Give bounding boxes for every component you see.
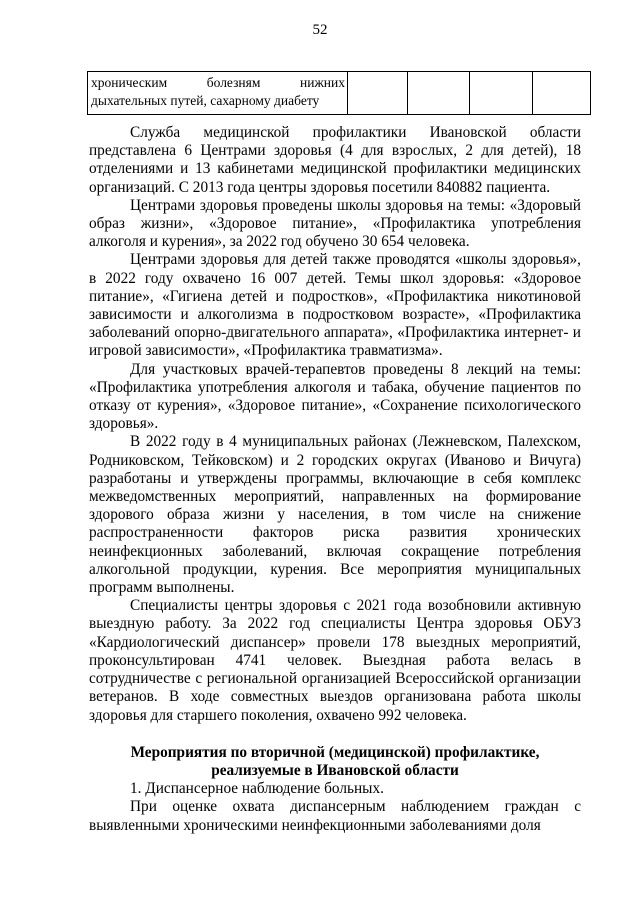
paragraph-municipal-programs: В 2022 году в 4 муниципальных районах (Лежневском, Палехском, Родниковском, Тейковском) и 2 городских округах (Иваново и Вичуга) разработаны и утверждены программы, включающие в себя комплекс межведомственных мероприятий, направленных на формирование здорового образа жизни у населения, в том числе на снижение распространенности факторов риска развития хронических неинфекционных заболеваний, включая сокращение потребления алкогольной продукции, курения. Все мероприятия муниципальных программ выполнены. — [89, 433, 581, 597]
table-cell-line-2: дыхательных путей, сахарному диабету — [91, 93, 320, 108]
page-number: 52 — [312, 22, 328, 38]
table-cell-text — [88, 72, 348, 115]
table-fragment — [87, 71, 591, 115]
table-cell-empty — [470, 72, 533, 115]
paragraph-dispensary-heading: 1. Диспансерное наблюдение больных. — [130, 780, 384, 798]
paragraph-lectures: Для участковых врачей-терапевтов проведены 8 лекций на темы: «Профилактика употребления алкоголя и табака, обучение пациентов по отказу от курения», «Здоровое питание», «Сохранение психологического здоровья». — [89, 360, 581, 433]
paragraph-dispensary-coverage: При оценке охвата диспансерным наблюдением граждан с выявленными хроническими неинфекционными заболеваниями доля — [89, 798, 581, 834]
paragraph-field-work: Специалисты центры здоровья с 2021 года возобновили активную выездную работу. За 2022 год специалисты Центра здоровья ОБУЗ «Кардиологический диспансер» провели 178 выездных мероприятий, проконсультирован 4741 человек. Выездная работа велась в сотрудничестве с региональной организацией Всероссийской организации ветеранов. В ходе совместных выездов организована работа школы здоровья для старшего поколения, охвачено 992 человека. — [89, 597, 581, 724]
table-cell-empty — [348, 72, 408, 115]
paragraph-health-schools: Центрами здоровья проведены школы здоровья на темы: «Здоровый образ жизни», «Здоровое питание», «Профилактика употребления алкоголя и курения», за 2022 год обучено 30 654 человека. — [89, 196, 581, 251]
paragraph-health-centers: Служба медицинской профилактики Ивановской области представлена 6 Центрами здоровья (4 для взрослых, 2 для детей), 18 отделениями и 13 кабинетами медицинской профилактики медицинских организаций. С 2013 года центры здоровья посетили 840882 пациента. — [89, 124, 581, 196]
document-body — [89, 124, 581, 835]
table-cell-empty — [408, 72, 470, 115]
table-row — [88, 72, 591, 115]
section-title-line-1: Мероприятия по вторичной (медицинской) профилактике, — [130, 743, 540, 761]
paragraph-children-schools: Центрами здоровья для детей также проводятся «школы здоровья», в 2022 году охвачено 16 007 детей. Темы школ здоровья: «Здоровое питание», «Гигиена детей и подростков», «Профилактика никотиновой зависимости и алкоголизма в подростковом возрасте», «Профилактика заболеваний опорно-двигательного аппарата», «Профилактика интернет- и игровой зависимости», «Профилактика травматизма». — [89, 251, 581, 360]
table-cell-empty — [533, 72, 591, 115]
section-title — [89, 744, 581, 780]
table-cell-line-1: хроническим болезням нижних — [91, 75, 345, 90]
section-title-line-2: реализуемые в Ивановской области — [211, 761, 459, 779]
